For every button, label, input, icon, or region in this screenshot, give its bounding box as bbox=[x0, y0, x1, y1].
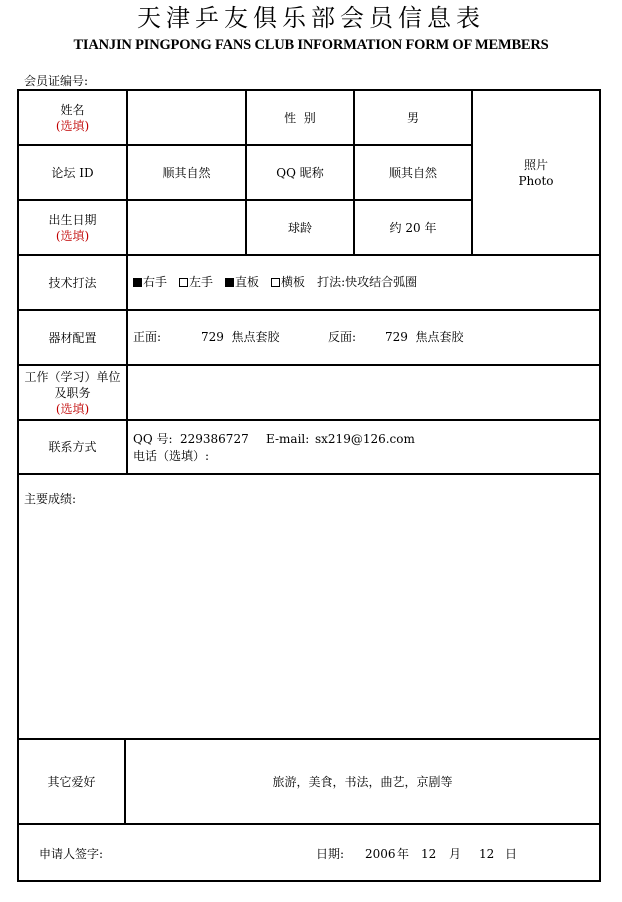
gender-field[interactable]: 男 bbox=[406, 110, 419, 125]
date-label: 日期: bbox=[316, 847, 345, 861]
style-label: 打法: bbox=[317, 275, 346, 289]
forum-id-label: 论坛 ID bbox=[51, 165, 94, 180]
email-value[interactable]: sx219@126.com bbox=[315, 432, 415, 446]
penhold-checkbox[interactable] bbox=[271, 278, 280, 287]
contact-label: 联系方式 bbox=[48, 440, 97, 454]
name-label: 姓名 bbox=[60, 102, 85, 117]
email-label: E-mail: bbox=[266, 432, 310, 446]
photo-label-en: Photo bbox=[518, 173, 554, 188]
front-label: 正面: bbox=[133, 330, 162, 344]
years-label: 球龄 bbox=[287, 220, 312, 235]
right-hand-label: 右手 bbox=[143, 275, 168, 289]
right-hand-checkbox[interactable] bbox=[133, 278, 142, 287]
date-day-unit: 日 bbox=[505, 847, 518, 861]
work-optional-note: (选填) bbox=[55, 401, 90, 416]
shakehand-checkbox[interactable] bbox=[225, 278, 234, 287]
work-label-line1: 工作（学习）单位 bbox=[24, 369, 121, 384]
shakehand-label: 直板 bbox=[235, 275, 260, 289]
equipment-label: 器材配置 bbox=[48, 330, 97, 345]
qq-value[interactable]: 229386727 bbox=[180, 432, 249, 446]
card-number-label: 会员证编号: bbox=[24, 74, 89, 88]
birth-field[interactable] bbox=[128, 201, 245, 254]
work-label-cell bbox=[19, 366, 126, 419]
grid-line bbox=[17, 473, 601, 475]
work-label-line2: 及职务 bbox=[54, 385, 91, 400]
hobbies-value[interactable]: 旅游，美食，书法，曲艺，京剧等 bbox=[272, 774, 453, 789]
work-field[interactable] bbox=[128, 366, 599, 419]
photo-label: 照片 bbox=[523, 157, 548, 172]
birth-label-cell bbox=[19, 201, 126, 254]
qq-nick-field[interactable]: 顺其自然 bbox=[388, 165, 437, 180]
hobbies-label: 其它爱好 bbox=[47, 774, 96, 789]
date-month[interactable]: 12 bbox=[421, 847, 437, 861]
qq-nick-label: QQ 昵称 bbox=[276, 165, 324, 180]
date-month-unit: 月 bbox=[449, 847, 462, 861]
left-hand-checkbox[interactable] bbox=[179, 278, 188, 287]
penhold-label: 横板 bbox=[281, 275, 306, 289]
years-field[interactable]: 约 20 年 bbox=[389, 220, 437, 235]
tech-label: 技术打法 bbox=[48, 275, 97, 290]
achievements-label: 主要成绩: bbox=[24, 492, 77, 506]
style-value[interactable]: 快攻结合弧圈 bbox=[345, 275, 418, 289]
tech-options bbox=[133, 274, 417, 290]
birth-optional-note: (选填) bbox=[55, 228, 90, 243]
form-subtitle: TIANJIN PINGPONG FANS CLUB INFORMATION FORM OF MEMBERS bbox=[73, 37, 549, 53]
date-day[interactable]: 12 bbox=[479, 847, 495, 861]
grid-line bbox=[17, 823, 601, 825]
signature-label: 申请人签字: bbox=[39, 847, 104, 861]
phone-label: 电话（选填）: bbox=[133, 449, 210, 463]
back-value[interactable]: 729 焦点套胶 bbox=[385, 330, 464, 344]
birth-label: 出生日期 bbox=[48, 212, 97, 227]
date-year-unit: 年 bbox=[397, 847, 410, 861]
date-year[interactable]: 2006 bbox=[365, 847, 396, 861]
left-hand-label: 左手 bbox=[189, 275, 214, 289]
photo-cell[interactable] bbox=[473, 91, 599, 254]
front-value[interactable]: 729 焦点套胶 bbox=[201, 330, 280, 344]
back-label: 反面: bbox=[328, 330, 357, 344]
form-title: 天津乒友俱乐部会员信息表 bbox=[137, 4, 485, 32]
forum-id-field[interactable]: 顺其自然 bbox=[162, 165, 211, 180]
qq-label: QQ 号: bbox=[133, 432, 173, 446]
gender-label: 性 别 bbox=[284, 110, 316, 125]
name-field[interactable] bbox=[128, 91, 245, 144]
name-label-cell bbox=[19, 91, 126, 144]
name-optional-note: (选填) bbox=[55, 118, 90, 133]
